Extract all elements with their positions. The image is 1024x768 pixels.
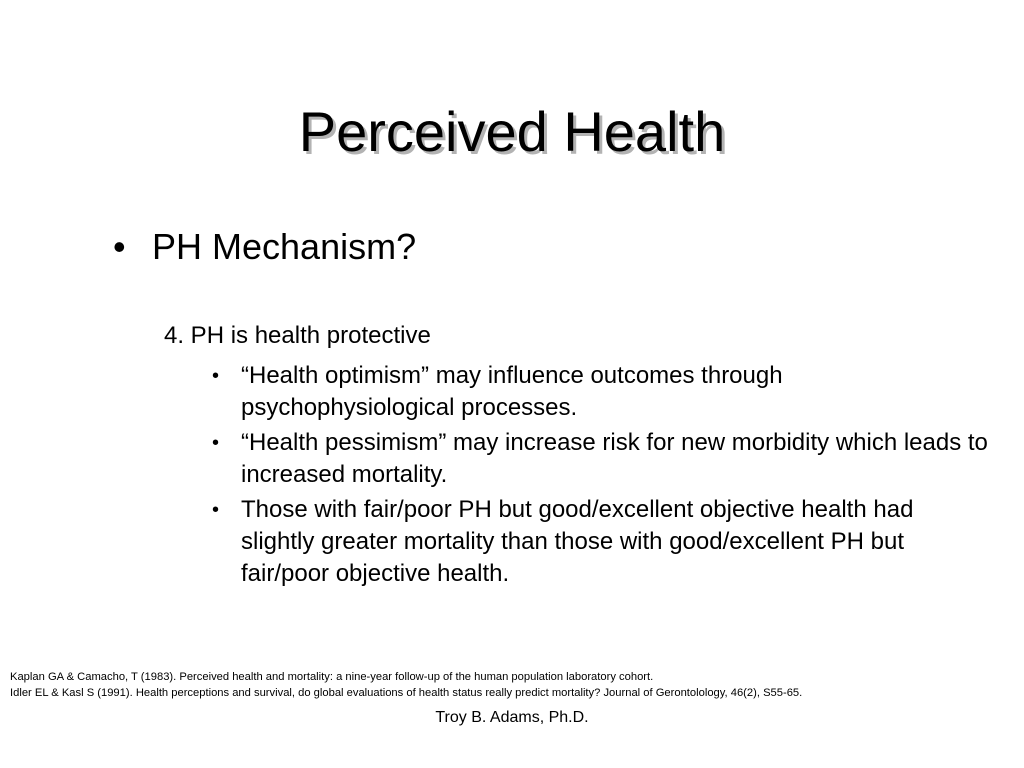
bullet-level2: 4. PH is health protective (164, 322, 431, 349)
references (10, 669, 802, 701)
bullet-level3-item (212, 494, 992, 590)
bullet-icon: • (113, 226, 126, 267)
slide-title: Perceived Health (298, 100, 726, 163)
bullet-level3-item (212, 427, 992, 491)
bullet-level3-item (212, 360, 992, 424)
reference-line: Kaplan GA & Camacho, T (1983). Perceived health and mortality: a nine-year follow-up of the human population laboratory cohort. (10, 671, 654, 683)
bullet-level3-text: “Health optimism” may influence outcomes through psychophysiological processes. (241, 362, 783, 421)
bullet-level1 (113, 222, 416, 272)
reference-line: Idler EL & Kasl S (1991). Health perceptions and survival, do global evaluations of health status really predict mortality? Journal of Gerontolology, 46(2), S55-65. (10, 687, 803, 699)
bullet-level3-list (212, 360, 992, 593)
bullet-level3-text: “Health pessimism” may increase risk for new morbidity which leads to increased mortality. (241, 429, 988, 488)
bullet-level1-text: PH Mechanism? (152, 226, 417, 267)
footer-author: Troy B. Adams, Ph.D. (435, 709, 589, 726)
bullet-level3-text: Those with fair/poor PH but good/excellent objective health had slightly greater mortality than those with good/excellent PH but fair/poor objective health. (241, 496, 914, 587)
bullet-icon: • (212, 499, 220, 521)
bullet-icon: • (212, 432, 220, 454)
bullet-icon: • (212, 365, 220, 387)
